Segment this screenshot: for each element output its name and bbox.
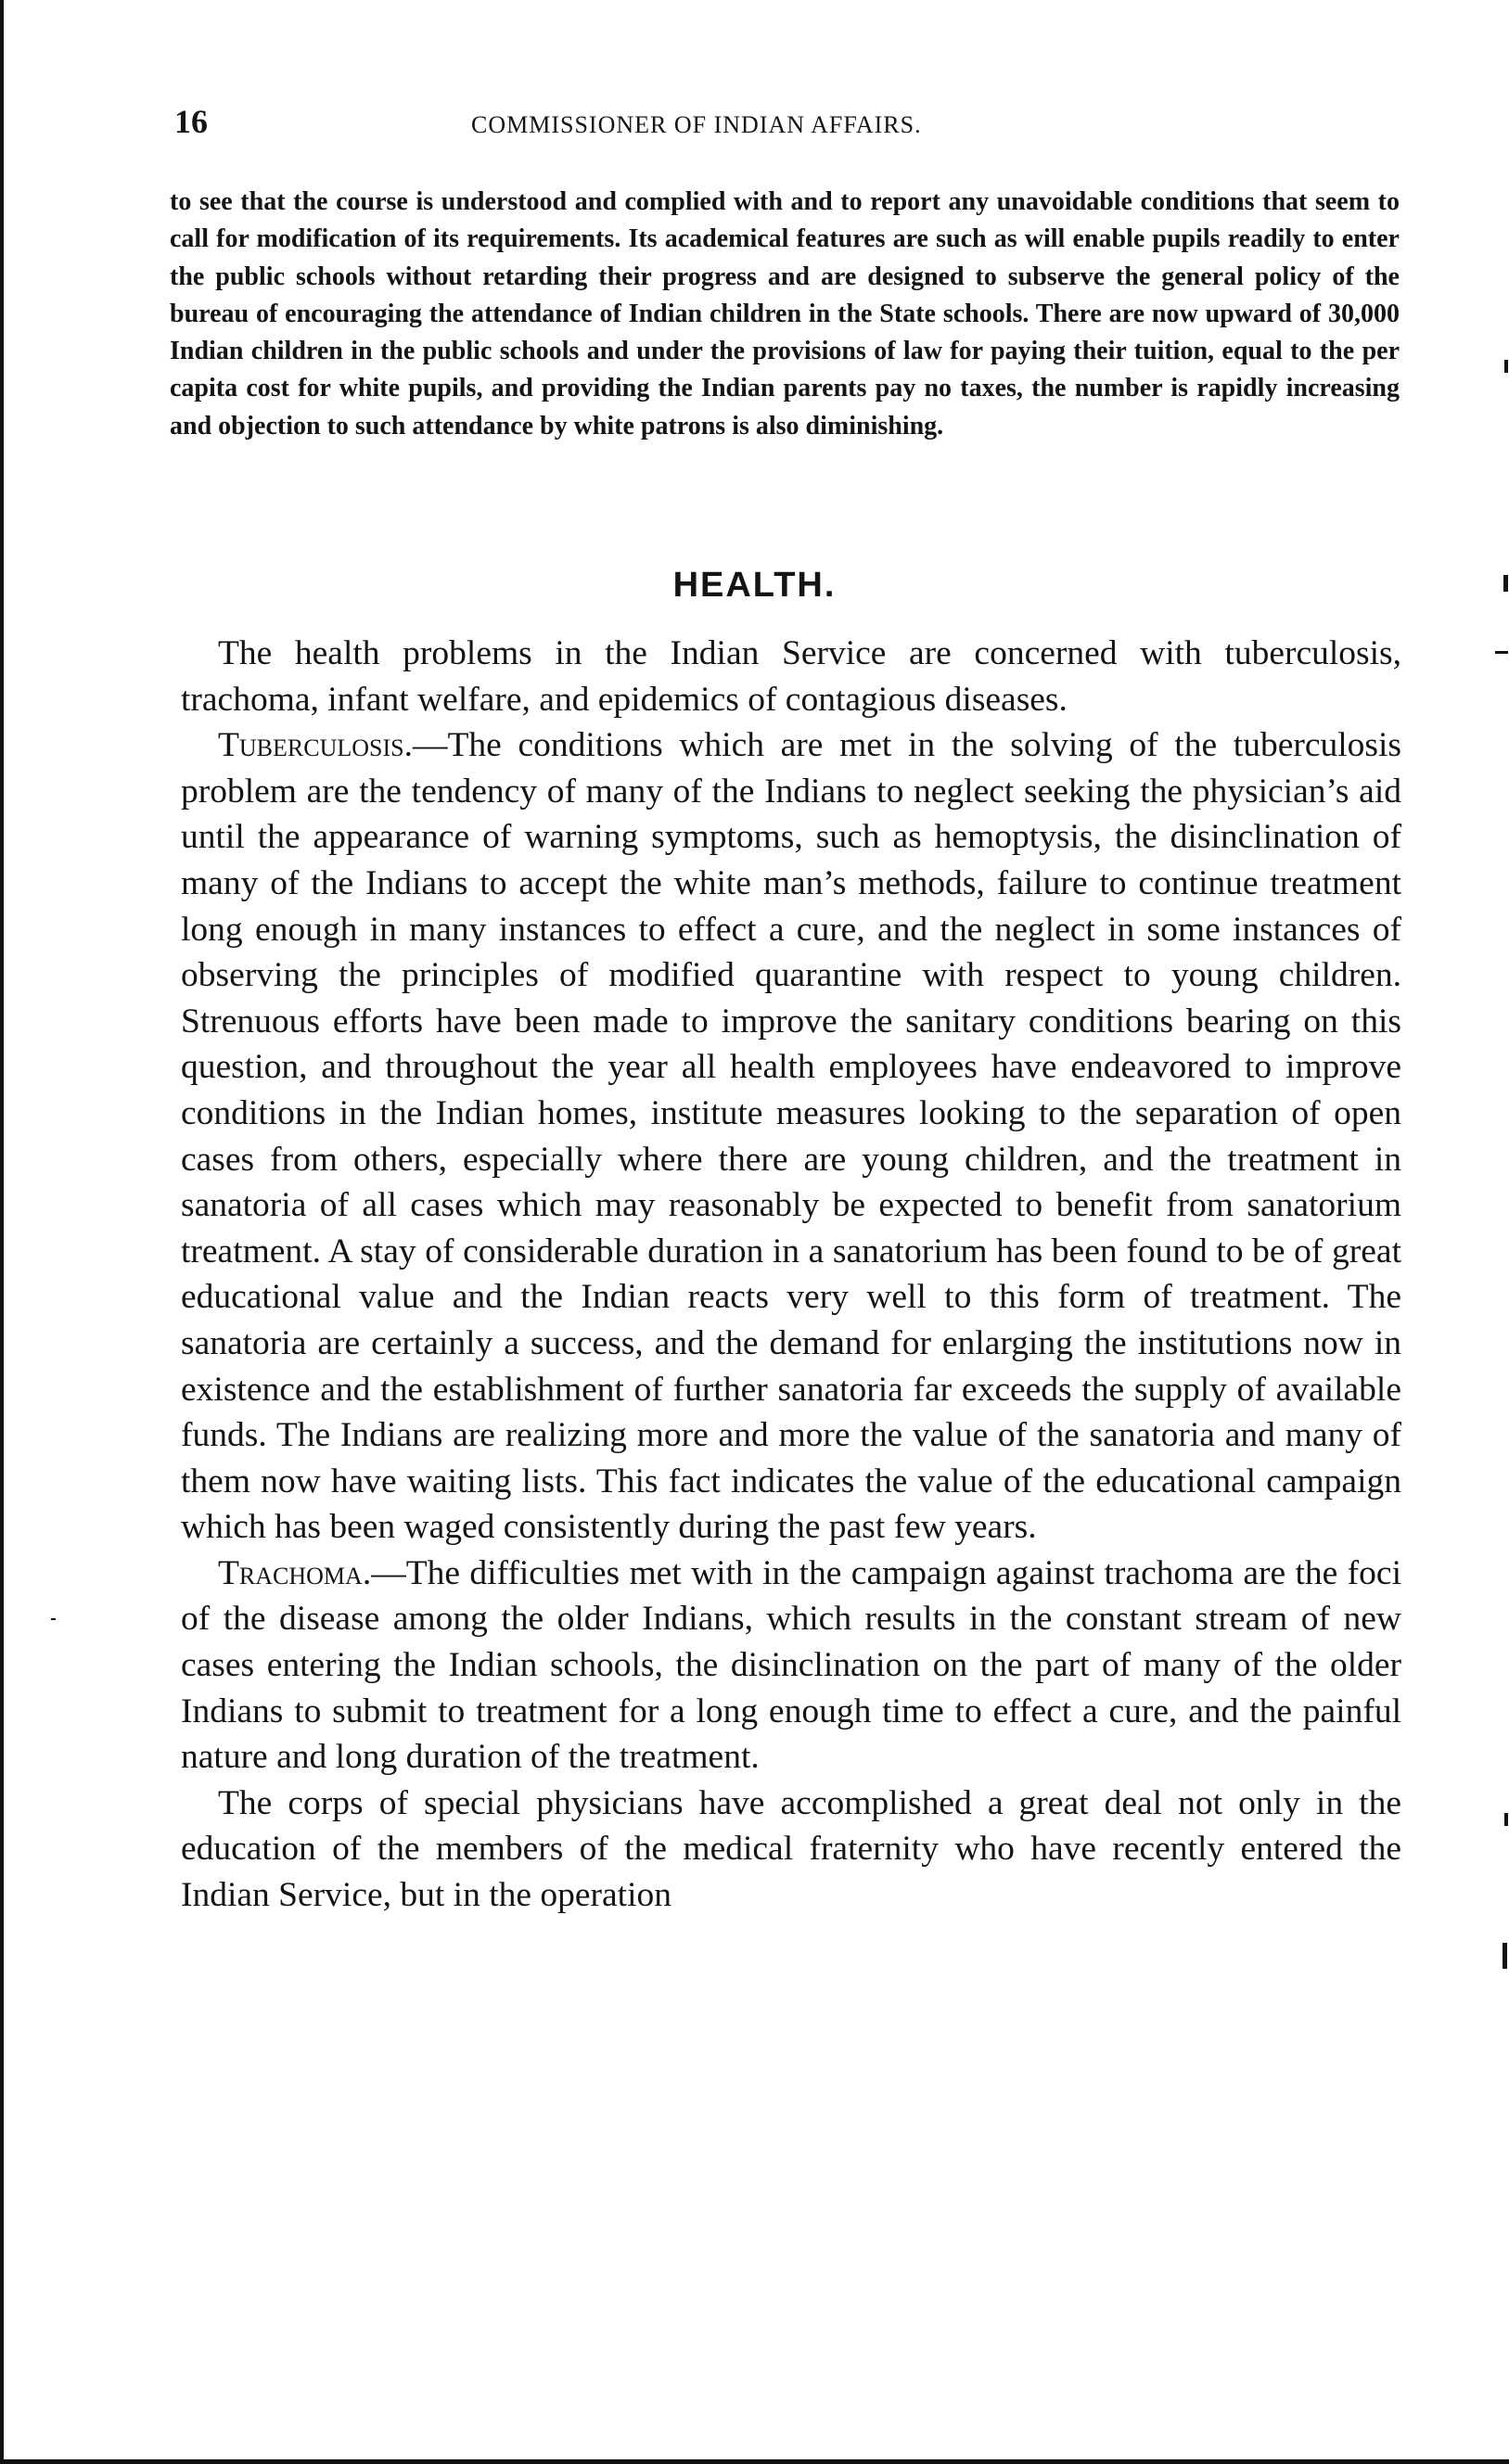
scan-mark [1504, 360, 1508, 373]
tuberculosis-paragraph [181, 722, 1401, 1551]
scan-mark [1503, 575, 1508, 592]
health-section-body [181, 631, 1401, 1919]
running-head: COMMISSIONER OF INDIAN AFFAIRS. [471, 111, 922, 138]
scan-mark [1503, 1943, 1507, 1969]
intro-paragraph: to see that the course is understood and complied with and to report any unavoidable conditions that seem to call for modification of its requirements. Its academical features are such as will enable pupils readily to enter the public schools without retarding their progress and are designed to subserve the general policy of the bureau of encouraging the attendance of Indian children in the State schools. There are now upward of 30,000 Indian children in the public schools and under the provisions of law for paying their tuition, equal to the per capita cost for white pupils, and providing the Indian parents pay no taxes, the number is rapidly increasing and objection to such attendance by white patrons is also diminishing. [170, 187, 1400, 440]
page-border-left [0, 0, 4, 2464]
trachoma-text: —The difficulties met with in the campaign against trachoma are the foci of the disease among the older Indians, which results in the constant stream of new cases entering the Indian schools, the disinclination on the part of many of the older Indians to submit to treatment for a long enough time to effect a cure, and the painful nature and long duration of the treatment. [181, 1553, 1401, 1777]
tuberculosis-text: —The conditions which are met in the solving of the tuberculosis problem are the tendency of many of the Indians to neglect seeking the physician’s aid until the appearance of warning symptoms, such as hemoptysis, the disinclination of many of the Indians to accept the white man’s methods, failure to continue treatment long enough in many instances to effect a cure, and the neglect in some instances of observing the principles of modified quarantine with respect to young children. Strenuous efforts have been made to improve the sanitary conditions bearing on this question, and throughout the year all health employees have endeavored to improve conditions in the Indian homes, institute measures looking to the separation of open cases from others, especially where there are young children, and the treatment in sanatoria of all cases which may reasonably be expected to benefit from sanatorium treatment. A stay of considerable duration in a sanatorium has been found to be of great educational value and the Indian reacts very well to this form of treatment. The sanatoria are certainly a success, and the demand for enlarging the institutions now in existence and the establishment of further sanatoria far exceeds the supply of available funds. The Indians are realizing more and more the value of the sanatoria and many of them now have waiting lists. This fact indicates the value of the educational campaign which has been waged consistently during the past few years. [181, 726, 1401, 1547]
scan-mark [51, 1618, 56, 1620]
scan-mark [1495, 651, 1508, 654]
section-heading-health: HEALTH. [672, 566, 837, 605]
page-header [174, 102, 1408, 148]
tuberculosis-run-in-title: Tuberculosis. [218, 726, 413, 765]
trachoma-run-in-title: Trachoma. [218, 1553, 372, 1592]
page-number: 16 [174, 103, 208, 140]
physicians-paragraph: The corps of special physicians have accomplished a great deal not only in the education of the members of the medical fraternity who have recently entered the Indian Service, but in the operation [181, 1783, 1401, 1915]
scan-mark [1504, 1813, 1508, 1826]
page-border-bottom [0, 2459, 1509, 2464]
trachoma-paragraph [181, 1551, 1401, 1781]
health-intro-paragraph: The health problems in the Indian Service are concerned with tuberculosis, trachoma, infant welfare, and epidemics of contagious diseases. [181, 634, 1401, 719]
